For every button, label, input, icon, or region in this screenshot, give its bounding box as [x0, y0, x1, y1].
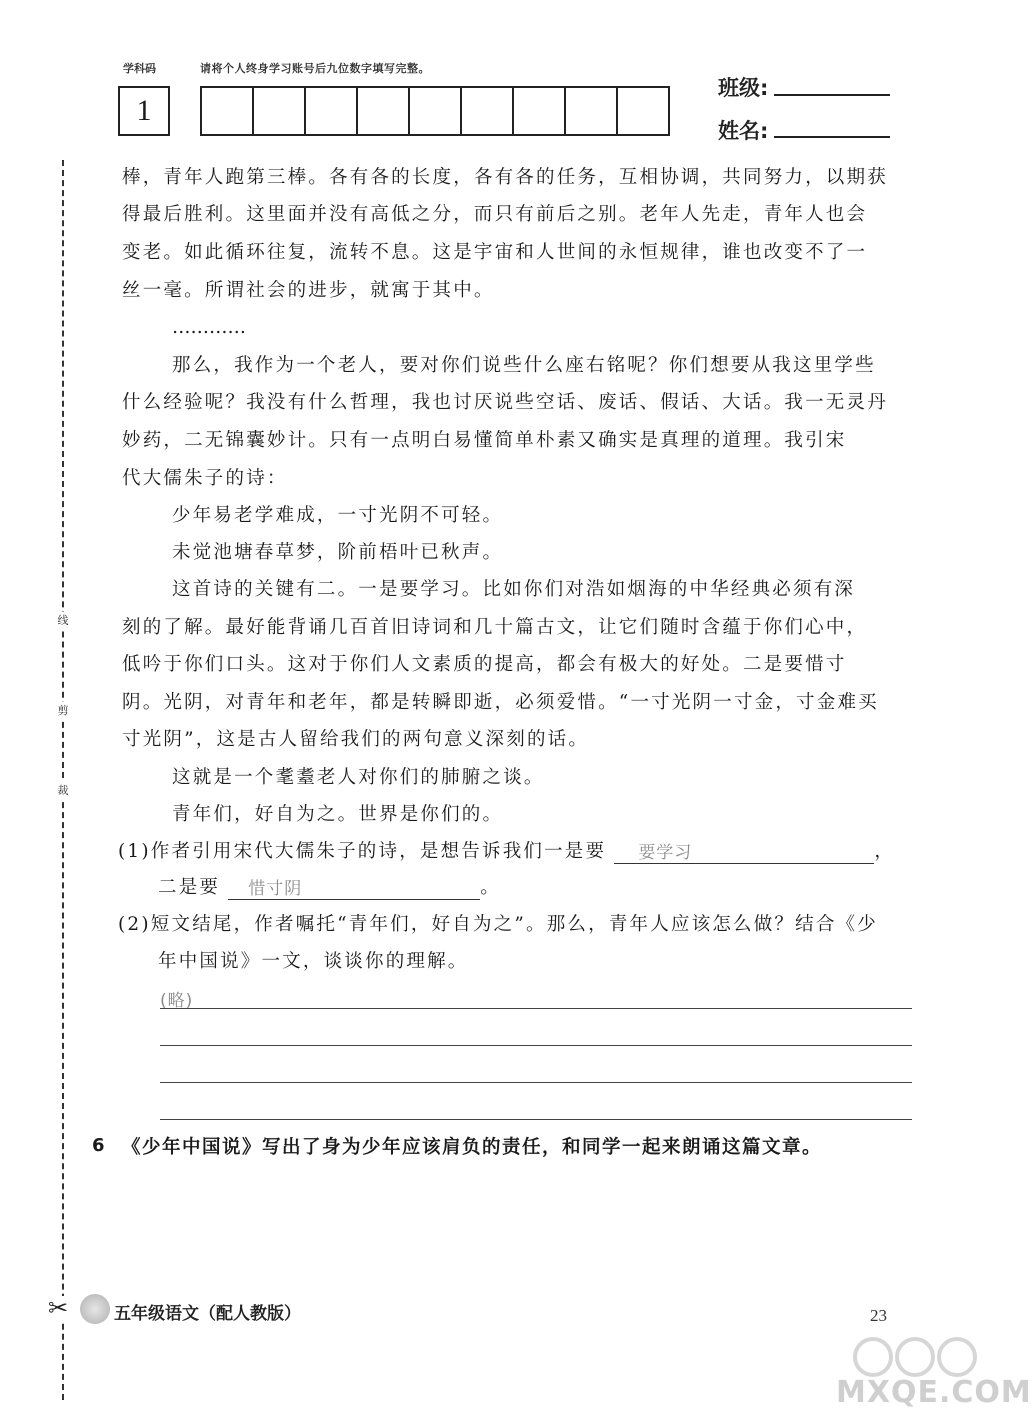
passage-line: 丝一毫。所谓社会的进步，就寓于其中。 — [122, 280, 495, 301]
question-6-text: 《少年中国说》写出了身为少年应该肩负的责任，和同学一起来朗诵这篇文章。 — [122, 1137, 823, 1158]
question-1 — [118, 840, 908, 864]
account-digit-input[interactable] — [460, 86, 514, 136]
poem-line-2: 未觉池塘春草梦，阶前梧叶已秋声。 — [172, 542, 504, 563]
watermark-text: MXQE.COM — [836, 1375, 1032, 1410]
book-badge-icon — [80, 1294, 110, 1324]
question-2-line-2: 年中国说》一文，谈谈你的理解。 — [158, 951, 469, 972]
question-1-line-2 — [158, 876, 948, 900]
question-1-prefix: (1)作者引用宋代大儒朱子的诗，是想告诉我们一是要 — [118, 841, 607, 862]
class-field[interactable] — [774, 94, 890, 96]
passage-line: 得最后胜利。这里面并没有高低之分，而只有前后之别。老年人先走，青年人也会 — [122, 204, 868, 225]
name-label: 姓名: — [718, 119, 769, 143]
question-1-answer-1: 要学习 — [638, 843, 693, 863]
account-instruction: 请将个人终身学习账号后九位数字填写完整。 — [200, 62, 430, 75]
passage-line: 阴。光阴，对青年和老年，都是转瞬即逝，必须爱惜。“一寸光阴一寸金，寸金难买 — [122, 692, 879, 713]
cut-word-jian: 剪 — [54, 702, 72, 718]
passage-line: 青年们，好自为之。世界是你们的。 — [172, 804, 504, 825]
question-1-answer-1-field[interactable] — [614, 841, 874, 864]
question-6-number: 6 — [92, 1135, 105, 1156]
answer-writing-line[interactable] — [160, 1082, 912, 1083]
passage-line: 代大儒朱子的诗： — [122, 468, 288, 489]
book-title: 五年级语文（配人教版） — [114, 1304, 301, 1324]
account-digit-input[interactable] — [512, 86, 566, 136]
account-digit-input[interactable] — [564, 86, 618, 136]
subject-code-box: 1 — [118, 86, 170, 136]
cut-dashed-line — [62, 160, 64, 1400]
account-digit-input[interactable] — [408, 86, 462, 136]
question-1-period: 。 — [480, 877, 501, 898]
class-label: 班级: — [718, 76, 769, 100]
name-field[interactable] — [774, 136, 890, 138]
subject-code-label: 学科码 — [123, 62, 156, 75]
passage-line: 什么经验呢？我没有什么哲理，我也讨厌说些空话、废话、假话、大话。我一无灵丹 — [122, 392, 888, 413]
answer-writing-line[interactable] — [160, 1008, 912, 1009]
passage-line: 变老。如此循环往复，流转不息。这是宇宙和人世间的永恒规律，谁也改变不了一 — [122, 242, 868, 263]
passage-line: 寸光阴”，这是古人留给我们的两句意义深刻的话。 — [122, 729, 590, 750]
account-digit-input[interactable] — [200, 86, 254, 136]
account-digit-input[interactable] — [252, 86, 306, 136]
passage-line: 那么，我作为一个老人，要对你们说些什么座右铭呢？你们想要从我这里学些 — [172, 355, 876, 376]
question-1-comma: ， — [874, 841, 896, 862]
cut-word-cai: 裁 — [54, 782, 72, 798]
passage-line: 低吟于你们口头。这对于你们人文素质的提高，都会有极大的好处。二是要惜寸 — [122, 654, 847, 675]
scissors-icon: ✂ — [48, 1294, 69, 1322]
poem-line-1: 少年易老学难成，一寸光阴不可轻。 — [172, 505, 504, 526]
answer-writing-line[interactable] — [160, 1119, 912, 1120]
account-digit-input[interactable] — [356, 86, 410, 136]
passage-line: 这就是一个耄耋老人对你们的肺腑之谈。 — [172, 767, 545, 788]
account-digit-boxes — [200, 86, 670, 136]
question-1-answer-2-field[interactable] — [228, 877, 480, 900]
question-1-answer-2: 惜寸阴 — [248, 879, 303, 899]
passage-line: 妙药，二无锦囊妙计。只有一点明白易懂简单朴素又确实是真理的道理。我引宋 — [122, 430, 847, 451]
cut-word-xian: 线 — [54, 612, 72, 628]
passage-line: 这首诗的关键有二。一是要学习。比如你们对浩如烟海的中华经典必须有深 — [172, 579, 856, 600]
question-2-answer: (略) — [160, 991, 194, 1011]
account-digit-input[interactable] — [304, 86, 358, 136]
passage-line: 刻的了解。最好能背诵几百首旧诗词和几十篇古文，让它们随时含蕴于你们心中， — [122, 617, 868, 638]
question-2-line-1: (2)短文结尾，作者嘱托“青年们，好自为之”。那么，青年人应该怎么做？结合《少 — [118, 914, 878, 935]
passage-line: 棒，青年人跑第三棒。各有各的长度，各有各的任务，互相协调，共同努力，以期获 — [122, 167, 888, 188]
passage-ellipsis: ………… — [172, 317, 246, 338]
question-1-line-2-prefix: 二是要 — [158, 877, 221, 898]
answer-writing-line[interactable] — [160, 1045, 912, 1046]
account-digit-input[interactable] — [616, 86, 670, 136]
page-number: 23 — [870, 1306, 887, 1325]
